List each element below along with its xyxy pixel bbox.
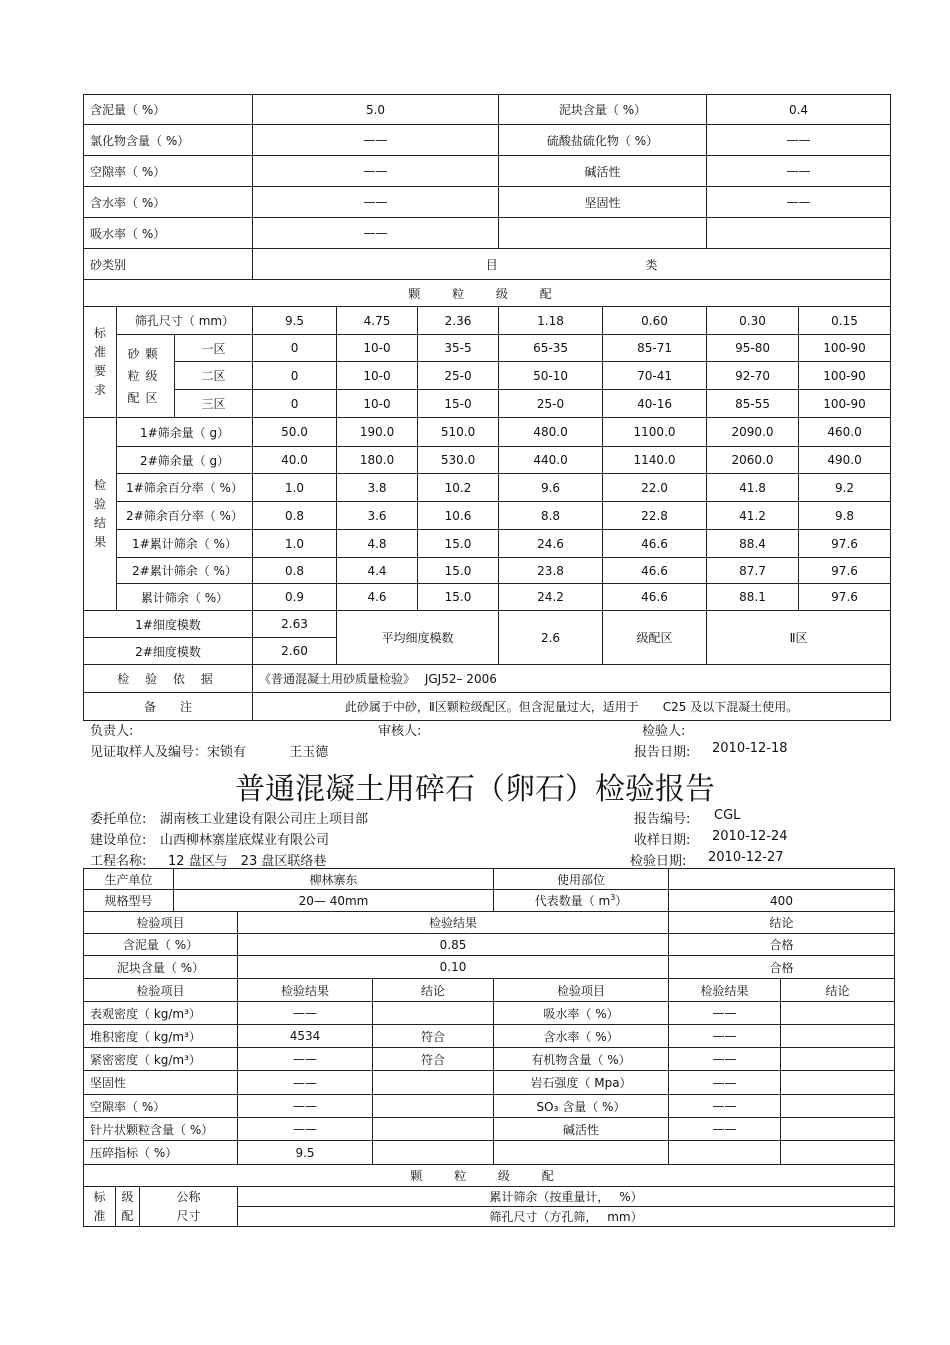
stone-item-conclusion [781,1141,895,1165]
result-cell: 15.0 [418,584,499,611]
result-cell: 0.9 [253,584,337,611]
result-row [84,502,891,530]
property-label: 氯化物含量（ %） [84,125,253,156]
result-name: 累计筛余（ %） [117,584,253,611]
witness-text: 见证取样人及编号：宋锁有 王玉德 [90,745,329,760]
sieve-size-cell: 0.15 [799,307,891,335]
result-cell: 97.6 [799,558,891,584]
project-value: 12 盘区与 23 盘区联络巷 [168,854,327,869]
result-cell: 480.0 [499,418,603,447]
result-cell: 1140.0 [603,447,707,474]
stone-test-table [83,868,895,1227]
property-label: 硫酸盐硫化物（ %） [499,125,707,156]
grade-zone-value: Ⅱ区 [707,611,891,665]
result-cell: 9.2 [799,474,891,502]
stone-item-row [84,1118,895,1141]
witness-line [90,741,890,761]
head-item: 检验项目 [84,912,238,934]
property-value: 5.0 [253,95,499,125]
report-title: 普通混凝土用碎石（卵石）检验报告 [235,772,715,807]
sieve-size-cell: 9.5 [253,307,337,335]
property-value: —— [707,125,891,156]
result-cell: 41.8 [707,474,799,502]
property-label: 空隙率（ %） [84,156,253,187]
zone-cell: 0 [253,390,337,418]
result-cell: 22.8 [603,502,707,530]
stone-item-label: 压碎指标（ %） [84,1141,238,1165]
result-name: 1#筛余量（ g） [117,418,253,447]
stone-item-label: 含水率（ %） [494,1025,669,1048]
zone-cell: 40-16 [603,390,707,418]
project-label: 工程名称: [90,854,147,869]
sieve-size-label: 筛孔尺寸（ mm） [117,307,253,335]
result-cell: 97.6 [799,584,891,611]
client-value: 湖南核工业建设有限公司庄上项目部 [160,812,369,827]
property-value: —— [707,187,891,218]
signature-line [90,720,890,740]
stone-item-label: 有机物含量（ %） [494,1048,669,1071]
sand-tail-body [84,611,891,721]
result-cell: 9.6 [499,474,603,502]
property-label: 吸水率（ %） [84,218,253,249]
nominal-size-label: 公称尺寸 [140,1187,238,1227]
stone-grade-label: 级配 [116,1187,140,1227]
result-row [84,558,891,584]
stone-item-conclusion [781,1118,895,1141]
report-no-label: 报告编号: [634,812,691,827]
property-label: 泥块含量（ %） [499,95,707,125]
sand-type-value [253,249,891,280]
stone-item-result: —— [669,1025,781,1048]
zone-cell: 100-90 [799,335,891,362]
result-cell: 46.6 [603,584,707,611]
cumulative-label: 累计筛余（按重量计， %） [238,1187,895,1207]
stone-item-conclusion [373,1095,494,1118]
client-line [90,808,890,828]
zone-name: 二区 [175,362,253,390]
stone-sieve-label: 筛孔尺寸（方孔筛， mm） [238,1207,895,1227]
stone-item-result: 4534 [238,1025,373,1048]
stone-item-row [84,1071,895,1095]
sand-grading-body [84,249,891,418]
sieve-size-cell: 4.75 [337,307,418,335]
zone-cell: 25-0 [499,390,603,418]
basis-label: 检 验 依 据 [84,665,253,693]
result-name: 1#筛余百分率（ %） [117,474,253,502]
result-cell: 24.6 [499,530,603,558]
stone-item-row [84,1025,895,1048]
summary-item: 泥块含量（ %） [84,956,238,979]
stone-item-label: 吸水率（ %） [494,1002,669,1025]
property-row [84,125,891,156]
result-cell: 9.8 [799,502,891,530]
fm2-label: 2#细度模数 [84,638,253,665]
stone-item-conclusion: 符合 [373,1048,494,1071]
property-value: 0.4 [707,95,891,125]
zone-cell: 95-80 [707,335,799,362]
property-label: 坚固性 [499,187,707,218]
stone-grading-header: 颗 粒 级 配 [84,1165,895,1187]
avg-fm-label: 平均细度模数 [337,611,499,665]
sieve-size-cell: 0.60 [603,307,707,335]
remark-label: 备 注 [84,693,253,721]
producer-value: 柳林寨东 [174,869,494,890]
summary-item: 含泥量（ %） [84,934,238,956]
sand-type-part-a: 目 [485,257,498,272]
property-row [84,95,891,125]
result-cell: 4.8 [337,530,418,558]
stone-item-conclusion [373,1002,494,1025]
summary-conclusion: 合格 [669,934,895,956]
result-cell: 23.8 [499,558,603,584]
test-date-value: 2010-12-27 [708,850,784,865]
report-no-value: CGL [714,808,741,823]
result-cell: 15.0 [418,530,499,558]
result-cell: 10.2 [418,474,499,502]
stone-item-result: —— [669,1095,781,1118]
result-cell: 3.6 [337,502,418,530]
result-cell: 97.6 [799,530,891,558]
sand-properties-rows [84,95,891,249]
fm2-value: 2.60 [253,638,337,665]
zone-cell: 70-41 [603,362,707,390]
zone-cell: 85-55 [707,390,799,418]
property-value: —— [253,218,499,249]
result-cell: 46.6 [603,558,707,584]
inspector-label: 检验人: [642,724,686,739]
stone-item-label: 岩石强度（ Mpa） [494,1071,669,1095]
result-cell: 15.0 [418,558,499,584]
result-row [84,584,891,611]
zone-group-label: 砂颗粒级配区 [117,335,175,418]
result-cell: 41.2 [707,502,799,530]
stone-item-label: SO₃ 含量（ %） [494,1095,669,1118]
stone-item-conclusion [373,1118,494,1141]
test-date-label: 检验日期: [630,854,687,869]
stone-item-rows [84,1002,895,1165]
result-cell: 1100.0 [603,418,707,447]
stone-item-result: —— [238,1118,373,1141]
project-line [90,850,890,870]
zone-cell: 100-90 [799,362,891,390]
result-cell: 0.8 [253,558,337,584]
result-name: 1#累计筛余（ %） [117,530,253,558]
result-cell: 10.6 [418,502,499,530]
result-cell: 3.8 [337,474,418,502]
result-cell: 490.0 [799,447,891,474]
head-conclusion-right: 结论 [781,979,895,1002]
report-date: 2010-12-18 [712,741,788,756]
head-item-left: 检验项目 [84,979,238,1002]
result-cell: 530.0 [418,447,499,474]
property-value [707,218,891,249]
zone-cell: 10-0 [337,335,418,362]
zone-cell: 10-0 [337,362,418,390]
stone-item-result: —— [669,1002,781,1025]
property-row [84,187,891,218]
property-label: 含水率（ %） [84,187,253,218]
result-row [84,447,891,474]
producer-label: 生产单位 [84,869,174,890]
sample-date-value: 2010-12-24 [712,829,788,844]
stone-item-result: —— [238,1048,373,1071]
result-cell: 40.0 [253,447,337,474]
sieve-size-cell: 0.30 [707,307,799,335]
result-cell: 1.0 [253,530,337,558]
zone-cell: 85-71 [603,335,707,362]
property-value: —— [253,156,499,187]
stone-item-result: —— [669,1071,781,1095]
result-name: 2#筛余量（ g） [117,447,253,474]
responsible-label: 负责人: [90,724,134,739]
stone-item-result: —— [238,1071,373,1095]
spec-label: 规格型号 [84,890,174,912]
stone-grading-body [84,1165,895,1227]
result-cell: 46.6 [603,530,707,558]
result-name: 2#累计筛余（ %） [117,558,253,584]
head-conclusion: 结论 [669,912,895,934]
head-result-left: 检验结果 [238,979,373,1002]
result-cell: 0.8 [253,502,337,530]
result-cell: 4.6 [337,584,418,611]
qty-label: 代表数量（ $m^3$） [494,890,669,912]
grading-header: 颗 粒 级 配 [84,280,891,307]
result-cell: 88.4 [707,530,799,558]
stone-item-label: 堆积密度（ kg/m³） [84,1025,238,1048]
summary-conclusion: 合格 [669,956,895,979]
zone-cell: 92-70 [707,362,799,390]
sand-result-rows [84,418,891,611]
stone-item-label: 表观密度（ kg/m³） [84,1002,238,1025]
stone-item-conclusion [781,1048,895,1071]
stone-item-label [494,1141,669,1165]
zone-name: 三区 [175,390,253,418]
sample-date-label: 收样日期: [634,833,691,848]
head-conclusion-left: 结论 [373,979,494,1002]
result-cell: 190.0 [337,418,418,447]
builder-label: 建设单位: [90,833,147,848]
grade-zone-label: 级配区 [603,611,707,665]
stone-item-result: —— [238,1095,373,1118]
property-row [84,156,891,187]
sieve-size-cell: 1.18 [499,307,603,335]
stone-item-row [84,1141,895,1165]
result-cell: 180.0 [337,447,418,474]
result-group-label: 检验结果 [84,418,117,611]
stone-item-result: 9.5 [238,1141,373,1165]
reviewer-label: 审核人: [378,724,422,739]
remark-value: 此砂属于中砂，Ⅱ区颗粒级配区。但含泥量过大，适用于 C25 及以下混凝土使用。 [253,693,891,721]
property-row [84,218,891,249]
property-label: 含泥量（ %） [84,95,253,125]
stone-item-row [84,1095,895,1118]
zone-cell: 65-35 [499,335,603,362]
sand-test-table [83,94,891,721]
stone-item-conclusion [781,1002,895,1025]
property-label [499,218,707,249]
result-cell: 8.8 [499,502,603,530]
fm1-label: 1#细度模数 [84,611,253,638]
stone-item-conclusion: 符合 [373,1025,494,1048]
stone-item-conclusion [781,1025,895,1048]
stone-std-label: 标准 [84,1187,116,1227]
std-requirement-label: 标准要求 [84,307,117,418]
stone-item-result: —— [669,1118,781,1141]
usage-label: 使用部位 [494,869,669,890]
zone-cell: 15-0 [418,390,499,418]
stone-head-body [84,869,895,1002]
result-cell: 510.0 [418,418,499,447]
property-value: —— [253,187,499,218]
zone-cell: 50-10 [499,362,603,390]
stone-item-result: —— [669,1048,781,1071]
stone-item-label: 空隙率（ %） [84,1095,238,1118]
qty-value: 400 [669,890,895,912]
result-cell: 2090.0 [707,418,799,447]
head-result: 检验结果 [238,912,669,934]
stone-item-label: 坚固性 [84,1071,238,1095]
basis-value: 《普通混凝土用砂质量检验》 JGJ52– 2006 [253,665,891,693]
head-item-right: 检验项目 [494,979,669,1002]
result-cell: 22.0 [603,474,707,502]
sand-type-part-b: 类 [645,257,658,272]
zone-cell: 0 [253,362,337,390]
property-value: —— [253,125,499,156]
head-result-right: 检验结果 [669,979,781,1002]
stone-item-result [669,1141,781,1165]
client-label: 委托单位: [90,812,147,827]
result-cell: 460.0 [799,418,891,447]
stone-item-conclusion [781,1071,895,1095]
result-cell: 2060.0 [707,447,799,474]
stone-item-conclusion [781,1095,895,1118]
report-date-label: 报告日期: [634,745,691,760]
zone-cell: 100-90 [799,390,891,418]
builder-value: 山西柳林寨崖底煤业有限公司 [160,833,330,848]
sieve-size-cell: 2.36 [418,307,499,335]
result-cell: 88.1 [707,584,799,611]
stone-item-row [84,1002,895,1025]
result-row [84,474,891,502]
zone-cell: 0 [253,335,337,362]
builder-line [90,829,890,849]
usage-value [669,869,895,890]
zone-cell: 35-5 [418,335,499,362]
summary-result: 0.85 [238,934,669,956]
stone-item-row [84,1048,895,1071]
stone-item-label: 紧密密度（ kg/m³） [84,1048,238,1071]
zone-cell: 10-0 [337,390,418,418]
result-cell: 4.4 [337,558,418,584]
avg-fm-value: 2.6 [499,611,603,665]
result-cell: 440.0 [499,447,603,474]
stone-item-label: 碱活性 [494,1118,669,1141]
zone-cell: 25-0 [418,362,499,390]
sand-type-label: 砂类别 [84,249,253,280]
fm1-value: 2.63 [253,611,337,638]
result-row [84,418,891,447]
zone-name: 一区 [175,335,253,362]
result-name: 2#筛余百分率（ %） [117,502,253,530]
result-cell: 1.0 [253,474,337,502]
stone-item-label: 针片状颗粒含量（ %） [84,1118,238,1141]
property-label: 碱活性 [499,156,707,187]
property-value: —— [707,156,891,187]
summary-result: 0.10 [238,956,669,979]
result-cell: 50.0 [253,418,337,447]
stone-item-conclusion [373,1141,494,1165]
result-cell: 87.7 [707,558,799,584]
stone-item-result: —— [238,1002,373,1025]
result-row [84,530,891,558]
result-cell: 24.2 [499,584,603,611]
spec-value: 20— 40mm [174,890,494,912]
stone-item-conclusion [373,1071,494,1095]
